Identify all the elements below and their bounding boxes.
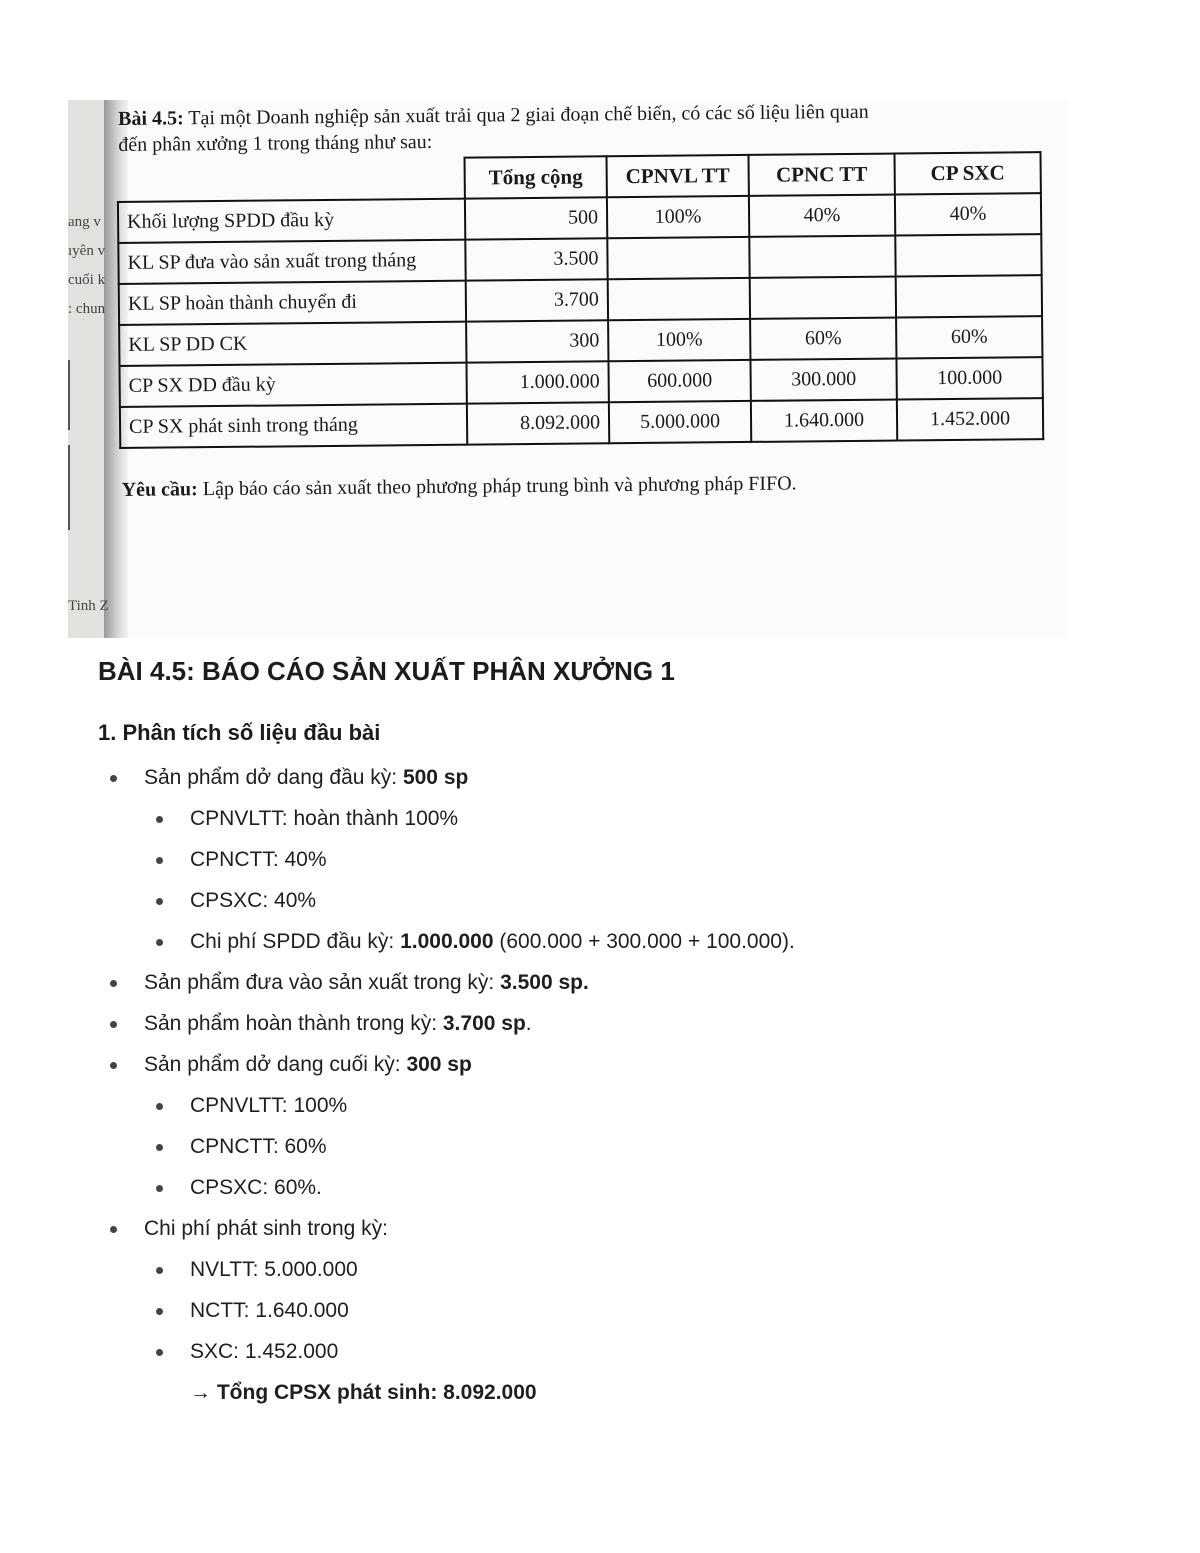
bullet-icon	[156, 1144, 163, 1151]
item-text: NCTT: 1.640.000	[190, 1299, 349, 1322]
cell-cpnc	[749, 236, 895, 278]
requirement-label: Yêu cầu:	[121, 478, 198, 501]
row-label: CP SX phát sinh trong tháng	[120, 404, 467, 448]
item-text: CPNVLTT: hoàn thành 100%	[190, 807, 459, 830]
edge-footer-text: Tinh Z	[68, 598, 109, 614]
bullet-icon	[156, 1308, 163, 1315]
list-item	[98, 757, 1158, 798]
item-text: Sản phẩm dở dang cuối kỳ:	[144, 1053, 407, 1076]
bullet-icon	[110, 980, 117, 987]
item-text: CPNVLTT: 100%	[190, 1094, 348, 1117]
solution-section	[98, 652, 1158, 1413]
sublist-wrapper	[98, 1085, 1158, 1208]
cell-cpnvl	[608, 278, 750, 320]
table-header-cell: CP SXC	[894, 152, 1040, 194]
sublist-wrapper	[98, 798, 1158, 962]
item-text: Sản phẩm hoàn thành trong kỳ:	[144, 1012, 443, 1035]
analysis-list	[98, 757, 1158, 1413]
item-text: Sản phẩm dở dang đầu kỳ:	[144, 766, 403, 789]
bullet-icon	[110, 1226, 117, 1233]
cell-total: 500	[465, 197, 607, 239]
sub-list-item	[98, 880, 1158, 921]
cell-total: 300	[466, 320, 608, 362]
sub-list-item	[98, 1085, 1158, 1126]
scan-content	[116, 100, 1060, 502]
bullet-icon	[156, 898, 163, 905]
sub-list-item	[98, 798, 1158, 839]
list-item	[98, 1044, 1158, 1085]
problem-data-table	[117, 151, 1045, 449]
problem-title: Bài 4.5:	[118, 107, 184, 130]
item-text: Chi phí SPDD đầu kỳ:	[190, 930, 401, 953]
cell-cpnc: 1.640.000	[751, 400, 897, 442]
requirement-text	[122, 470, 1060, 502]
bullet-icon	[110, 775, 117, 782]
sub-list-item	[98, 1290, 1158, 1331]
bullet-icon	[156, 939, 163, 946]
total-cost-line: → Tổng CPSX phát sinh: 8.092.000	[190, 1381, 537, 1404]
edge-bracket	[68, 445, 76, 530]
cell-cpnvl: 100%	[607, 196, 749, 238]
row-label: CP SX DD đầu kỳ	[119, 363, 466, 407]
table-header-cell	[118, 158, 465, 202]
cell-cpnc: 300.000	[750, 359, 896, 401]
scan-edge-text	[68, 208, 108, 324]
list-item	[98, 1003, 1158, 1044]
problem-statement	[118, 100, 1018, 158]
item-text: Sản phẩm đưa vào sản xuất trong kỳ:	[144, 971, 501, 994]
item-text: .	[583, 971, 589, 994]
item-text: CPSXC: 40%	[190, 889, 317, 912]
sub-list-item	[98, 1126, 1158, 1167]
item-text: CPNCTT: 60%	[190, 1135, 327, 1158]
scanned-problem-image	[68, 100, 1068, 638]
edge-bracket	[68, 360, 76, 430]
cell-cpnc	[750, 277, 896, 319]
item-value: 300 sp	[406, 1053, 472, 1076]
table-header-cell: CPNC TT	[748, 154, 894, 196]
cell-cpsxc: 40%	[895, 193, 1041, 235]
item-text: NVLTT: 5.000.000	[190, 1258, 358, 1281]
edge-line: cuối k	[68, 272, 106, 288]
cell-cpnvl: 100%	[608, 319, 750, 361]
edge-line: ıyên v	[68, 243, 106, 259]
sub-list-item	[98, 839, 1158, 880]
sublist-wrapper	[98, 1249, 1158, 1413]
solution-title: BÀI 4.5: BÁO CÁO SẢN XUẤT PHÂN XƯỞNG 1	[98, 656, 675, 686]
item-text: (600.000 + 300.000 + 100.000).	[493, 930, 795, 953]
row-label: Khối lượng SPDD đầu kỳ	[118, 199, 465, 243]
sub-list-item	[98, 1331, 1158, 1372]
bullet-icon	[110, 1021, 117, 1028]
bullet-icon	[156, 1185, 163, 1192]
problem-line-1: Tại một Doanh nghiệp sản xuất trải qua 2 giai đoạn chế biến, có các số liệu liên quan	[183, 100, 869, 130]
cell-cpnc: 40%	[749, 195, 895, 237]
cell-cpsxc	[895, 234, 1041, 276]
cell-cpsxc	[896, 275, 1042, 317]
cell-total: 3.700	[466, 279, 608, 321]
bullet-icon	[156, 1349, 163, 1356]
cell-cpnc: 60%	[750, 318, 896, 360]
table-header-cell: Tổng cộng	[465, 156, 607, 198]
row-label: KL SP DD CK	[119, 322, 466, 366]
cell-cpsxc: 100.000	[896, 357, 1042, 399]
item-text: CPSXC: 60%.	[190, 1176, 322, 1199]
list-item	[98, 1208, 1158, 1249]
bullet-icon	[156, 816, 163, 823]
item-text: CPNCTT: 40%	[190, 848, 327, 871]
list-item	[98, 962, 1158, 1003]
row-label: KL SP hoàn thành chuyển đi	[119, 281, 466, 325]
edge-line: : chun	[68, 301, 106, 317]
bullet-icon	[156, 1103, 163, 1110]
problem-line-2: đến phân xưởng 1 trong tháng như sau:	[118, 130, 433, 156]
sub-list-item	[98, 1249, 1158, 1290]
table-header-cell: CPNVL TT	[607, 155, 749, 197]
bullet-icon	[156, 1267, 163, 1274]
item-value: 1.000.000	[400, 930, 494, 953]
requirement-body: Lập báo cáo sản xuất theo phương pháp trung bình và phương pháp FIFO.	[197, 472, 797, 501]
cell-cpsxc: 1.452.000	[897, 398, 1043, 440]
item-text: Chi phí phát sinh trong kỳ:	[144, 1217, 388, 1240]
item-text: .	[525, 1012, 532, 1035]
bullet-icon	[110, 1062, 117, 1069]
row-label: KL SP đưa vào sản xuất trong tháng	[118, 240, 465, 284]
item-value: 500 sp	[402, 766, 469, 789]
cell-cpnvl	[607, 237, 749, 279]
cell-total: 3.500	[465, 238, 607, 280]
cell-total: 8.092.000	[467, 402, 609, 444]
sublist	[98, 798, 1158, 962]
cell-total: 1.000.000	[466, 361, 608, 403]
cell-cpnvl: 5.000.000	[609, 401, 751, 443]
item-text: SXC: 1.452.000	[190, 1340, 339, 1363]
section-heading: 1. Phân tích số liệu đầu bài	[98, 720, 381, 745]
bullet-icon	[156, 857, 163, 864]
cell-cpnvl: 600.000	[608, 360, 750, 402]
edge-line: ang v	[68, 214, 101, 230]
sublist	[98, 1085, 1158, 1208]
cell-cpsxc: 60%	[896, 316, 1042, 358]
sublist	[98, 1249, 1158, 1372]
sub-list-item	[98, 1167, 1158, 1208]
item-value: 3.700 sp	[442, 1012, 526, 1035]
item-value: 3.500 sp	[500, 971, 584, 994]
sub-list-item	[98, 921, 1158, 962]
table-row	[120, 398, 1043, 448]
